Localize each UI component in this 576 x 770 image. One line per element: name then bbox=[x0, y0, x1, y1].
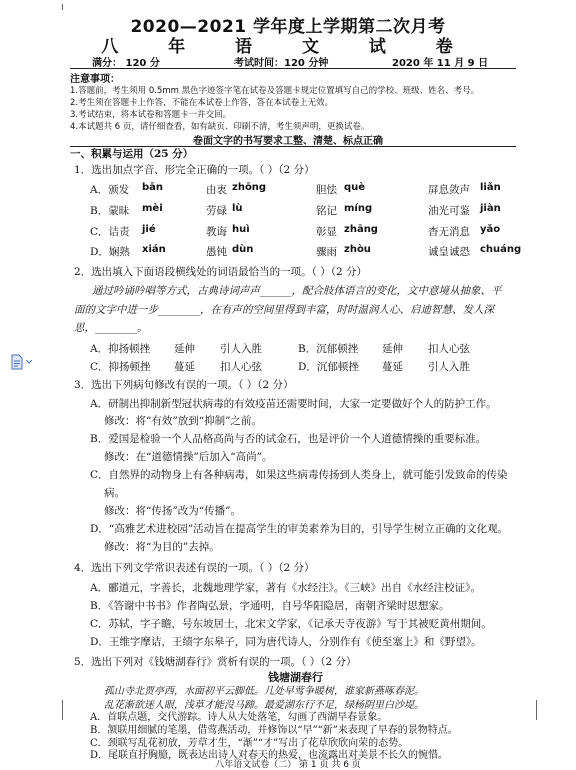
q1-c-pinyin4: yǎo bbox=[480, 224, 501, 235]
q1-b-word2: 劳碌 bbox=[206, 205, 227, 217]
q1-d-pinyin4: chuáng bbox=[480, 244, 522, 255]
q1-a-word1: A．颁发 bbox=[90, 184, 130, 196]
note-line-2: 2.考生须在答题卡上作答，不能在本试卷上作答，答在本试卷上无效。 bbox=[70, 98, 334, 108]
q5-d: D．尾联直抒胸臆，既表达出诗人对春天的热爱，也流露出对美景不长久的惋惜。 bbox=[90, 750, 449, 761]
q1-d-pinyin2: dùn bbox=[232, 244, 254, 255]
q3-stem: 3．选出下列病句修改有误的一项。（ ）（2 分） bbox=[74, 379, 294, 391]
q5-stem: 5．选出下列对《钱塘湖春行》赏析有误的一项。（ ）（2 分） bbox=[74, 656, 357, 668]
section-heading: 一、积累与运用（25 分） bbox=[70, 148, 194, 160]
q1-a-pinyin3: què bbox=[344, 182, 366, 193]
q2-c-1: C．抑扬顿挫 bbox=[90, 361, 151, 373]
q3-c: C．自然界的动物身上有各种病毒，如果这些病毒传扬到人类身上，就可能引发致命的传染 bbox=[90, 469, 508, 481]
q5-c: C．颈联写乱花初放，芳草才生，“渐”“才”写出了花草欣欣向荣的态势。 bbox=[90, 738, 409, 749]
q2-c-2: 蔓延 bbox=[174, 361, 195, 373]
q2-para-line1: 通过吟诵吟唱等方式，古典诗词声声______，配合肢体语言的变化，文中意境从抽象、平 bbox=[92, 285, 502, 297]
q1-b-pinyin2: lù bbox=[232, 203, 243, 214]
q1-c-pinyin1: jié bbox=[142, 224, 156, 235]
q5-a: A．首联点题，交代游踪。诗人从大处落笔，勾画了西湖早春景象。 bbox=[90, 712, 388, 723]
poem-line-2: 乱花渐欲迷人眼，浅草才能没马蹄。最爱湖东行不足，绿杨阴里白沙堤。 bbox=[104, 700, 424, 711]
q4-d: D．王维字摩诘，王绩字东皋子，同为唐代诗人，分别作有《使至塞上》和《野望》。 bbox=[90, 636, 482, 648]
q1-b-pinyin3: míng bbox=[344, 203, 373, 214]
q1-a-word2: 由衷 bbox=[206, 184, 227, 196]
q1-a-word3: 胆怯 bbox=[316, 184, 337, 196]
q1-c-pinyin3: zhāng bbox=[344, 224, 378, 235]
q2-c-3: 扣人心弦 bbox=[220, 361, 262, 373]
q1-d-pinyin3: zhòu bbox=[344, 244, 371, 255]
q1-b-pinyin4: jiàn bbox=[480, 203, 501, 214]
crop-mark bbox=[526, 700, 537, 720]
exam-title: 2020—2021 学年度上学期第二次月考 bbox=[130, 17, 446, 37]
q1-a-pinyin2: zhōng bbox=[232, 182, 267, 193]
q1-c-pinyin2: huì bbox=[232, 224, 250, 235]
q3-d-fix: 修改：将“为目的”去掉。 bbox=[104, 541, 220, 553]
q2-para-line3: 思，________。 bbox=[74, 322, 148, 334]
q3-c-cont: 病。 bbox=[104, 487, 125, 499]
poem-title: 钱塘湖春行 bbox=[268, 671, 323, 684]
q1-d-pinyin1: xián bbox=[142, 244, 166, 255]
q2-b-2: 延伸 bbox=[382, 343, 403, 355]
q2-a-2: 延伸 bbox=[174, 343, 195, 355]
q1-b-word4: 油光可鉴 bbox=[428, 205, 470, 217]
q2-b-3: 扣人心弦 bbox=[428, 343, 470, 355]
note-line-1: 1.答题前，考生须用 0.5mm 黑色字迹签字笔在试卷及答题卡规定位置填写自己的学校、班级、姓名、考号。 bbox=[70, 86, 480, 96]
chevron-down-icon[interactable] bbox=[26, 360, 32, 364]
exam-time: 考试时间：120 分钟 bbox=[234, 58, 329, 69]
q2-b-1: B．沉郁顿挫 bbox=[298, 343, 359, 355]
q1-stem: 1．选出加点字音、形完全正确的一项。（ ）（2 分） bbox=[74, 164, 315, 176]
q3-b-fix: 修改：在“道德情操”后加入“高尚”。 bbox=[104, 451, 273, 463]
q2-stem: 2．选出填入下面语段横线处的词语最恰当的一项。（ ）（2 分） bbox=[74, 266, 368, 278]
notes-heading: 注意事项： bbox=[70, 74, 120, 85]
q1-c-word4: 杳无消息 bbox=[428, 226, 470, 238]
exam-subtitle: 八 年 语 文 试 卷 bbox=[101, 37, 475, 57]
q3-b: B．爱国是检验一个人品格高尚与否的试金石，也是评价一个人道德情操的重要标准。 bbox=[90, 433, 487, 445]
q2-a-1: A．抑扬顿挫 bbox=[90, 343, 151, 355]
q1-a-word4: 屏息敛声 bbox=[428, 184, 470, 196]
q1-d-word2: 愚钝 bbox=[206, 246, 227, 258]
q4-b: B．《答谢中书书》作者陶弘景，字通明，自号华阳隐居，南朝齐梁时思想家。 bbox=[90, 600, 450, 612]
writing-banner: 卷面文字的书写要求工整、清楚、标点正确 bbox=[193, 136, 383, 147]
q3-a: A．研制出抑制新型冠状病毒的有效疫苗还需要时间，大家一定要做好个人的防护工作。 bbox=[90, 398, 497, 410]
q2-para-line2: 面的文字中进一步________，在有声的空间里得到丰富，时时温润人心、启迪智慧、发人深 bbox=[74, 304, 494, 316]
q1-d-word3: 骤雨 bbox=[316, 246, 337, 258]
q1-b-word1: B．蒙昧 bbox=[90, 205, 130, 217]
q1-a-pinyin1: bān bbox=[142, 182, 164, 193]
q2-a-3: 引人入胜 bbox=[220, 343, 262, 355]
q1-d-word1: D．娴熟 bbox=[90, 246, 130, 258]
q2-d-3: 引人入胜 bbox=[428, 361, 470, 373]
q1-d-word4: 诚皇诚恐 bbox=[428, 246, 470, 258]
q1-b-word3: 铭记 bbox=[316, 205, 337, 217]
note-line-4: 4.本试题共 6 页，请仔细查看，如有缺页、印刷不清，考生须声明，更换试卷。 bbox=[70, 122, 370, 132]
crop-mark bbox=[62, 700, 73, 720]
page-footer: 八年语文试卷（二） 第 1 页 共 6 页 bbox=[215, 760, 361, 770]
q1-b-pinyin1: mèi bbox=[142, 203, 163, 214]
q1-c-word3: 彰显 bbox=[316, 226, 337, 238]
q4-c: C．苏轼，字子瞻，号东坡居士，北宋文学家，《记承天寺夜游》写于其被贬黄州期间。 bbox=[90, 618, 492, 630]
poem-line-1: 孤山寺北贾亭西，水面初平云脚低。几处早莺争暖树，谁家新燕啄春泥。 bbox=[104, 686, 424, 697]
q4-a: A．郦道元，字善长，北魏地理学家，著有《水经注》。《三峡》出自《水经注校证》。 bbox=[90, 582, 481, 594]
q1-c-word2: 教诲 bbox=[206, 226, 227, 238]
crop-mark bbox=[62, 4, 73, 10]
q1-a-pinyin4: liǎn bbox=[480, 182, 501, 193]
q2-d-1: D．沉郁顿挫 bbox=[298, 361, 359, 373]
q4-stem: 4．选出下列文学常识表述有误的一项。（ ）（2 分） bbox=[74, 562, 315, 574]
exam-date: 2020 年 11 月 9 日 bbox=[392, 58, 489, 69]
q2-d-2: 蔓延 bbox=[382, 361, 403, 373]
q3-c-fix: 修改：将“传扬”改为“传播”。 bbox=[104, 505, 241, 517]
q3-d: D．“高雅艺术进校园”活动旨在提高学生的审美素养为目的，引导学生树立正确的文化观。 bbox=[90, 523, 509, 535]
full-score: 满分： 120 分 bbox=[92, 58, 160, 69]
header-divider bbox=[70, 68, 516, 69]
q1-c-word1: C．诘责 bbox=[90, 226, 130, 238]
q5-b: B．颔联用细腻的笔墨，借莺燕活动，并修饰以“早”“新”来表现了早春的景物特点。 bbox=[90, 725, 458, 736]
q3-a-fix: 修改：将“有效”放到“抑制”之前。 bbox=[104, 415, 262, 427]
document-icon[interactable] bbox=[10, 354, 24, 370]
note-line-3: 3.考试结束，将本试卷和答题卡一并交回。 bbox=[70, 110, 232, 120]
